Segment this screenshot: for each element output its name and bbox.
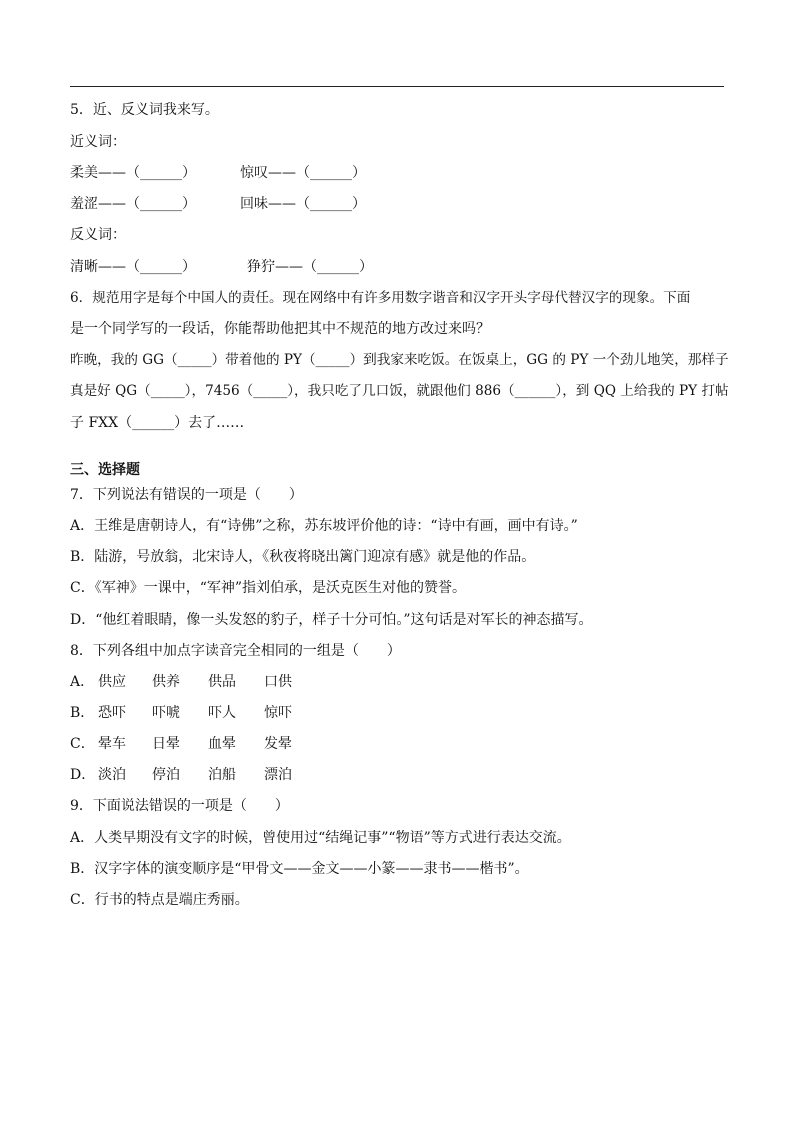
q6-line: 是一个同学写的一段话，你能帮助他把其中不规范的地方改过来吗？: [70, 321, 490, 337]
q6-line: 真是好 QG（_____），7456（_____），我只吃了几口饭，就跟他们 886（______），到 QQ 上给我的 PY 打帖: [70, 383, 729, 399]
q5-near-item: 羞涩——（______）: [70, 196, 196, 212]
q5-near-label: 近义词：: [70, 134, 126, 150]
option-letter: B．: [70, 705, 95, 721]
section-heading: 三、选择题: [70, 462, 140, 478]
option-word: 惊吓: [264, 705, 292, 721]
q5-anti-label: 反义词：: [70, 227, 126, 243]
q9-option-b: B．汉字字体的演变顺序是“甲骨文——金文——小篆——隶书——楷书”。: [70, 861, 529, 877]
option-word: 恐吓: [98, 705, 126, 721]
option-word: 供养: [152, 674, 180, 690]
option-word: 日晕: [152, 736, 180, 752]
q8-option-b: [70, 704, 470, 722]
option-word: 泊船: [208, 767, 236, 783]
q8-option-c: [70, 735, 470, 753]
q5-anti-item: 清晰——（______）: [70, 259, 196, 275]
option-word: 漂泊: [264, 767, 292, 783]
q8-stem: 8．下列各组中加点字读音完全相同的一组是（ ）: [70, 643, 401, 659]
option-word: 供应: [98, 674, 126, 690]
option-word: 停泊: [152, 767, 180, 783]
header-rule: [70, 86, 724, 87]
option-word: 血晕: [208, 736, 236, 752]
option-letter: D．: [70, 767, 96, 783]
q9-option-a: A．人类早期没有文字的时候，曾使用过“结绳记事”“物语”等方式进行表达交流。: [70, 830, 571, 846]
q5-near-item: 回味——（______）: [240, 196, 366, 212]
option-word: 晕车: [98, 736, 126, 752]
q5-near-item: 惊叹——（______）: [240, 165, 366, 181]
q7-option-d: D．“他红着眼睛，像一头发怒的豹子，样子十分可怕。”这句话是对军长的神态描写。: [70, 612, 593, 628]
q5-title: 5．近、反义词我来写。: [70, 102, 219, 118]
q7-option-a: A．王维是唐朝诗人，有“诗佛”之称，苏东坡评价他的诗：“诗中有画，画中有诗。”: [70, 518, 578, 534]
option-letter: A．: [70, 674, 95, 690]
option-word: 淡泊: [98, 767, 126, 783]
q6-line: 子 FXX（______）去了……: [70, 415, 245, 431]
option-word: 吓唬: [152, 705, 180, 721]
q7-option-b: B．陆游，号放翁，北宋诗人，《秋夜将晓出篱门迎凉有感》就是他的作品。: [70, 549, 536, 565]
q9-stem: 9．下面说法错误的一项是（ ）: [70, 798, 289, 814]
option-word: 发晕: [264, 736, 292, 752]
q8-option-d: [70, 766, 470, 784]
option-word: 供品: [208, 674, 236, 690]
q9-option-c: C．行书的特点是端庄秀丽。: [70, 892, 249, 908]
q5-near-item: 柔美——（______）: [70, 165, 196, 181]
option-letter: C．: [70, 736, 95, 752]
option-word: 口供: [264, 674, 292, 690]
q7-stem: 7．下列说法有错误的一项是（ ）: [70, 487, 303, 503]
q6-line: 昨晚，我的 GG（_____）带着他的 PY（_____）到我家来吃饭。在饭桌上，GG 的 PY 一个劲儿地笑，那样子: [70, 352, 729, 368]
q5-anti-item: 狰狞——（______）: [247, 259, 373, 275]
q8-option-a: [70, 673, 470, 691]
q7-option-c: C．《军神》一课中，“军神”指刘伯承，是沃克医生对他的赞誉。: [70, 580, 467, 596]
option-word: 吓人: [208, 705, 236, 721]
q6-line: 6．规范用字是每个中国人的责任。现在网络中有许多用数字谐音和汉字开头字母代替汉字的现象。下面: [70, 290, 691, 306]
